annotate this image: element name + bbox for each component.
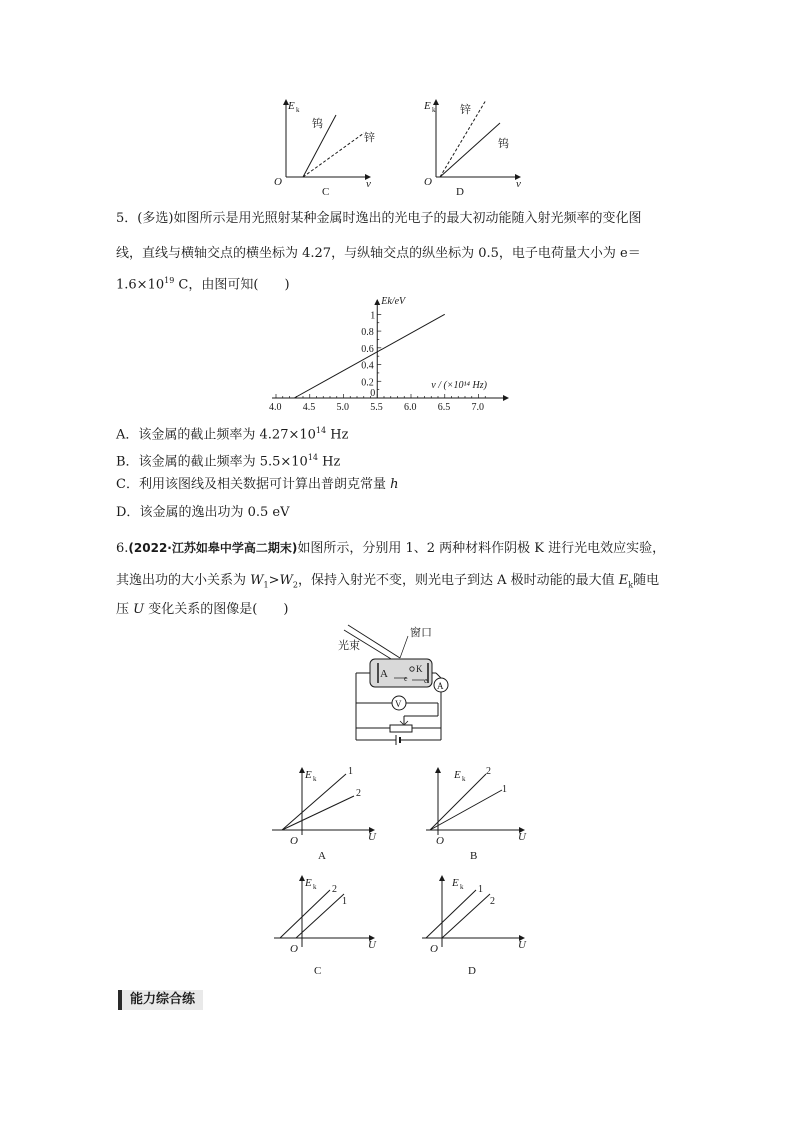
c2-ysub: k [313,883,317,891]
c2-caption: C [314,965,322,977]
x-tick-label: 5.0 [336,402,349,413]
d2-caption: D [468,965,476,977]
q6-line2: 其逸出功的大小关系为 $W_1>W_2$，保持入射光不变，则光电子到达 A 极时动能的最大值 $E_k$随电 [116,573,660,590]
d-ylabel: E [424,100,431,112]
y-tick-label: 0.6 [361,343,374,355]
a-line-2 [282,796,354,830]
a-ysub: k [313,775,317,783]
graph-option-c[interactable] [274,876,377,977]
window-label: 窗口 [410,627,432,639]
d-origin: O [424,176,432,188]
c-ylabel: E [288,100,295,112]
d2-label-2: 2 [490,896,495,907]
c-origin: O [274,176,282,188]
x-tick-label: 4.0 [269,402,282,413]
q6-graphs [262,760,542,980]
c2-origin: O [290,943,298,955]
section-title: 能力综合练 [130,992,196,1007]
q5-option-a[interactable]: A．该金属的截止频率为 $4.27\times 10^{14}$ Hz [116,426,349,443]
x-tick-label: 6.0 [404,402,417,413]
y-tick-label: 1 [370,310,376,322]
graph-c [274,100,375,198]
q5-option-d[interactable]: D．该金属的逸出功为 0.5 eV [116,505,290,520]
anode-label: A [380,668,388,680]
b-origin: O [436,835,444,847]
d-xlabel: ν [516,178,521,190]
q5-line3: $1.6\times 10^{19}$ C，由图可知( ) [116,276,290,293]
d-caption: D [456,186,464,198]
q5-line1: 5．(多选)如图所示是用光照射某种金属时逸出的光电子的最大初动能随入射光频率的变化图 [116,211,642,226]
d2-ylabel: E [452,877,459,889]
c2-ylabel: E [305,877,312,889]
q5-option-b[interactable]: B．该金属的截止频率为 $5.5\times 10^{14}$ Hz [116,453,341,470]
q6-line1: 6.(2022·江苏如皋中学高二期末)如图所示，分别用 1、2 两种材料作阴极 K 进行光电效应实验， [116,541,666,556]
c-label-zinc: 锌 [364,132,375,144]
a-caption: A [318,850,326,862]
c-xlabel: ν [366,178,371,190]
y-tick-label: 0.4 [361,360,374,372]
d2-ysub: k [460,883,464,891]
d2-label-1: 1 [478,884,483,895]
voltmeter-label: V [395,699,402,709]
c-ysub: k [296,106,300,114]
graph-d [423,100,521,198]
b-xlabel: U [518,831,526,843]
graph-option-d[interactable] [422,876,527,977]
x-axis-label: ν / (×10¹⁴ Hz) [431,380,487,391]
circuit-diagram [334,622,464,752]
x-tick-label: 4.5 [302,402,316,413]
x-tick-label: 7.0 [471,402,484,413]
electron-label-2: e [424,676,428,685]
zinc-line-c [303,133,364,177]
beam-label: 光束 [338,640,360,652]
c2-label-1: 1 [342,896,347,907]
a-label-1: 1 [348,766,353,777]
q5-chart [262,294,542,414]
b-line-1 [430,790,502,830]
electron-label-1: e [404,674,408,683]
q6-line3: 压 U 变化关系的图像是( ) [116,602,289,617]
x-tick-label: 6.5 [437,402,451,413]
graph-option-a[interactable] [272,766,377,862]
top-graphs [270,95,540,200]
d-label-zinc: 锌 [460,104,471,116]
rheostat [390,725,412,732]
b-ysub: k [462,775,466,783]
q5-line2: 线，直线与横轴交点的横坐标为 4.27，与纵轴交点的纵坐标为 0.5，电子电荷量大小为 e＝ [116,246,641,261]
a-origin: O [290,835,298,847]
d2-origin: O [430,943,438,955]
x-tick-label: 5.5 [370,402,383,413]
q5-option-c[interactable]: C．利用该图线及相关数据可计算出普朗克常量 h [116,477,399,492]
a-ylabel: E [305,769,312,781]
b-ylabel: E [454,769,461,781]
ammeter-label: A [437,681,444,691]
y-tick-label: 0.8 [361,327,374,339]
cathode-label: K [416,664,423,674]
a-xlabel: U [368,831,376,843]
d-label-tungsten: 钨 [498,138,509,150]
graph-option-b[interactable] [426,766,527,862]
d2-xlabel: U [518,939,526,951]
c2-label-2: 2 [332,884,337,895]
tungsten-line-d [440,123,500,177]
origin-label: 0 [370,388,376,399]
c-label-tungsten: 钨 [312,118,323,130]
d-ysub: k [432,106,436,114]
c2-xlabel: U [368,939,376,951]
section-header [118,990,203,1010]
a-label-2: 2 [356,788,361,799]
y-tick-label: 0.2 [361,377,374,389]
y-axis-label: Ek/eV [381,296,406,307]
b-label-2: 2 [486,766,491,777]
c-caption: C [322,186,330,198]
b-label-1: 1 [502,784,507,795]
b-caption: B [470,850,478,862]
